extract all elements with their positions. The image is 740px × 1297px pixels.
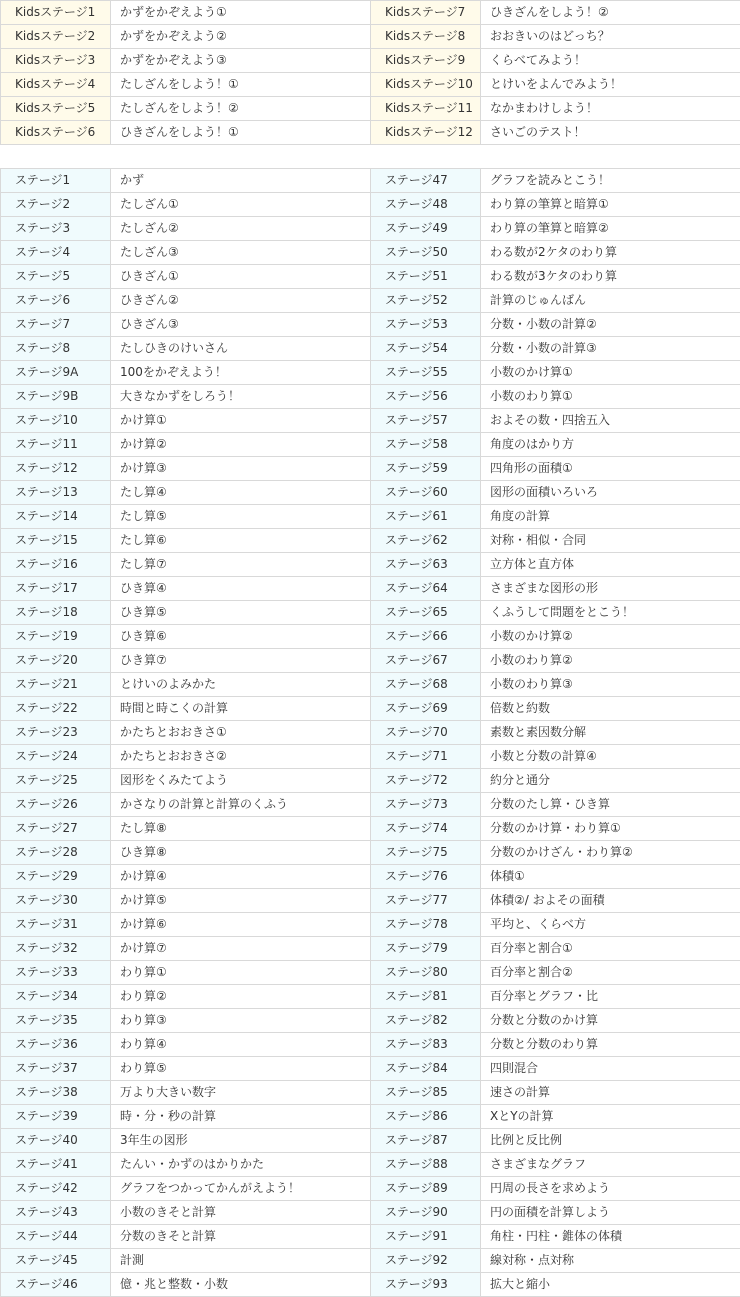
stage-title-link[interactable]: 時・分・秒の計算 bbox=[111, 1105, 371, 1129]
stage-title-link[interactable]: 円周の長さを求めよう bbox=[481, 1177, 740, 1201]
stage-title-link[interactable]: たしざん③ bbox=[111, 241, 371, 265]
stage-title-link[interactable]: 約分と通分 bbox=[481, 769, 740, 793]
stage-label: ステージ73 bbox=[371, 793, 481, 817]
stage-title-link[interactable]: ひきざん① bbox=[111, 265, 371, 289]
stage-title-link[interactable]: 体積① bbox=[481, 865, 740, 889]
stage-title-link[interactable]: かけ算③ bbox=[111, 457, 371, 481]
stage-title-link[interactable]: 拡大と縮小 bbox=[481, 1273, 740, 1297]
stage-label: ステージ70 bbox=[371, 721, 481, 745]
stage-title-link[interactable]: 小数のきそと計算 bbox=[111, 1201, 371, 1225]
stage-label: ステージ43 bbox=[1, 1201, 111, 1225]
kids-row bbox=[1, 121, 740, 145]
stage-label: ステージ26 bbox=[1, 793, 111, 817]
stage-label: ステージ57 bbox=[371, 409, 481, 433]
stages-row bbox=[1, 985, 740, 1009]
stages-row bbox=[1, 1009, 740, 1033]
stages-row bbox=[1, 361, 740, 385]
stage-label: Kidsステージ10 bbox=[371, 73, 481, 97]
stage-label: ステージ32 bbox=[1, 937, 111, 961]
stages-row bbox=[1, 625, 740, 649]
stage-label: ステージ93 bbox=[371, 1273, 481, 1297]
stage-label: Kidsステージ8 bbox=[371, 25, 481, 49]
stage-label: ステージ20 bbox=[1, 649, 111, 673]
stage-title-link[interactable]: たしざん① bbox=[111, 193, 371, 217]
stage-title-link[interactable]: たしひきのけいさん bbox=[111, 337, 371, 361]
stage-label: ステージ29 bbox=[1, 865, 111, 889]
stage-title-link[interactable]: かずをかぞえよう③ bbox=[111, 49, 371, 73]
stage-title-link[interactable]: 図形をくみたてよう bbox=[111, 769, 371, 793]
stage-title-link[interactable]: 万より大きい数字 bbox=[111, 1081, 371, 1105]
stage-label: ステージ9A bbox=[1, 361, 111, 385]
stages-row bbox=[1, 721, 740, 745]
stage-title-link[interactable]: 分数のかけざん・わり算② bbox=[481, 841, 740, 865]
stage-title-link[interactable]: わり算④ bbox=[111, 1033, 371, 1057]
stage-label: ステージ1 bbox=[1, 169, 111, 193]
stage-label: ステージ76 bbox=[371, 865, 481, 889]
stage-label: ステージ85 bbox=[371, 1081, 481, 1105]
stage-label: ステージ46 bbox=[1, 1273, 111, 1297]
stages-row bbox=[1, 1153, 740, 1177]
stage-title-link[interactable]: たし算⑤ bbox=[111, 505, 371, 529]
stage-title-link[interactable]: 角柱・円柱・錐体の体積 bbox=[481, 1225, 740, 1249]
stage-title-link[interactable]: かけ算⑥ bbox=[111, 913, 371, 937]
stage-title-link[interactable]: ひきざん② bbox=[111, 289, 371, 313]
stage-label: ステージ31 bbox=[1, 913, 111, 937]
stage-title-link[interactable]: かけ算② bbox=[111, 433, 371, 457]
stages-row bbox=[1, 553, 740, 577]
stage-title-link[interactable]: XとYの計算 bbox=[481, 1105, 740, 1129]
stage-title-link[interactable]: かけ算① bbox=[111, 409, 371, 433]
stage-title-link[interactable]: わり算① bbox=[111, 961, 371, 985]
stage-title-link[interactable]: わり算③ bbox=[111, 1009, 371, 1033]
stage-title-link[interactable]: わり算の筆算と暗算① bbox=[481, 193, 740, 217]
stages-row bbox=[1, 889, 740, 913]
stage-title-link[interactable]: さまざまなグラフ bbox=[481, 1153, 740, 1177]
stage-title-link[interactable]: 分数のかけ算・わり算① bbox=[481, 817, 740, 841]
stage-title-link[interactable]: 時間と時こくの計算 bbox=[111, 697, 371, 721]
stage-title-link[interactable]: かたちとおおきさ① bbox=[111, 721, 371, 745]
stage-label: ステージ3 bbox=[1, 217, 111, 241]
stage-label: ステージ56 bbox=[371, 385, 481, 409]
stage-label: ステージ67 bbox=[371, 649, 481, 673]
stages-row bbox=[1, 169, 740, 193]
stage-title-link[interactable]: かず bbox=[111, 169, 371, 193]
stage-label: ステージ34 bbox=[1, 985, 111, 1009]
stage-title-link[interactable]: 角度の計算 bbox=[481, 505, 740, 529]
kids-row bbox=[1, 97, 740, 121]
stage-title-link[interactable]: かずをかぞえよう① bbox=[111, 1, 371, 25]
stage-title-link[interactable]: とけいのよみかた bbox=[111, 673, 371, 697]
stage-label: ステージ6 bbox=[1, 289, 111, 313]
stage-title-link[interactable]: 線対称・点対称 bbox=[481, 1249, 740, 1273]
stages-row bbox=[1, 1201, 740, 1225]
stages-row bbox=[1, 1081, 740, 1105]
stages-row bbox=[1, 193, 740, 217]
stages-row bbox=[1, 529, 740, 553]
stage-label: ステージ92 bbox=[371, 1249, 481, 1273]
stage-label: ステージ82 bbox=[371, 1009, 481, 1033]
stage-label: ステージ86 bbox=[371, 1105, 481, 1129]
stage-title-link[interactable]: ひきざんをしよう！① bbox=[111, 121, 371, 145]
stage-label: ステージ23 bbox=[1, 721, 111, 745]
stage-title-link[interactable]: 速さの計算 bbox=[481, 1081, 740, 1105]
stage-title-link[interactable]: ひき算⑦ bbox=[111, 649, 371, 673]
stages-row bbox=[1, 745, 740, 769]
stage-label: Kidsステージ1 bbox=[1, 1, 111, 25]
stage-label: ステージ50 bbox=[371, 241, 481, 265]
stage-label: ステージ35 bbox=[1, 1009, 111, 1033]
stage-title-link[interactable]: 素数と素因数分解 bbox=[481, 721, 740, 745]
stages-row bbox=[1, 1225, 740, 1249]
stage-label: ステージ88 bbox=[371, 1153, 481, 1177]
stage-title-link[interactable]: 小数と分数の計算④ bbox=[481, 745, 740, 769]
stage-title-link[interactable]: さまざまな図形の形 bbox=[481, 577, 740, 601]
stages-row bbox=[1, 241, 740, 265]
stage-title-link[interactable]: グラフを読みとこう！ bbox=[481, 169, 740, 193]
kids-row bbox=[1, 25, 740, 49]
stage-title-link[interactable]: わる数が2ケタのわり算 bbox=[481, 241, 740, 265]
stage-label: ステージ19 bbox=[1, 625, 111, 649]
stage-title-link[interactable]: くふうして問題をとこう！ bbox=[481, 601, 740, 625]
stage-label: ステージ72 bbox=[371, 769, 481, 793]
stage-title-link[interactable]: わり算の筆算と暗算② bbox=[481, 217, 740, 241]
stage-label: Kidsステージ4 bbox=[1, 73, 111, 97]
stage-label: ステージ12 bbox=[1, 457, 111, 481]
stage-title-link[interactable]: 比例と反比例 bbox=[481, 1129, 740, 1153]
stage-table bbox=[0, 168, 740, 1297]
stage-label: ステージ80 bbox=[371, 961, 481, 985]
stages-row bbox=[1, 817, 740, 841]
stages-row bbox=[1, 577, 740, 601]
stage-label: ステージ39 bbox=[1, 1105, 111, 1129]
stage-label: Kidsステージ2 bbox=[1, 25, 111, 49]
stages-row bbox=[1, 1177, 740, 1201]
stage-title-link[interactable]: ひきざんをしよう！② bbox=[481, 1, 740, 25]
stage-label: ステージ5 bbox=[1, 265, 111, 289]
stage-label: ステージ27 bbox=[1, 817, 111, 841]
stage-label: Kidsステージ9 bbox=[371, 49, 481, 73]
stages-row bbox=[1, 1105, 740, 1129]
stage-title-link[interactable]: わり算② bbox=[111, 985, 371, 1009]
stage-label: ステージ11 bbox=[1, 433, 111, 457]
stage-label: ステージ44 bbox=[1, 1225, 111, 1249]
stage-label: ステージ55 bbox=[371, 361, 481, 385]
stage-title-link[interactable]: かけ算④ bbox=[111, 865, 371, 889]
stage-label: ステージ53 bbox=[371, 313, 481, 337]
stage-label: ステージ24 bbox=[1, 745, 111, 769]
stage-title-link[interactable]: かけ算⑤ bbox=[111, 889, 371, 913]
stage-title-link[interactable]: とけいをよんでみよう！ bbox=[481, 73, 740, 97]
stages-row bbox=[1, 481, 740, 505]
stage-title-link[interactable]: 平均と、くらべ方 bbox=[481, 913, 740, 937]
kids-row bbox=[1, 49, 740, 73]
stage-label: Kidsステージ6 bbox=[1, 121, 111, 145]
stage-title-link[interactable]: かたちとおおきさ② bbox=[111, 745, 371, 769]
stage-label: ステージ28 bbox=[1, 841, 111, 865]
stage-label: ステージ90 bbox=[371, 1201, 481, 1225]
stages-row bbox=[1, 337, 740, 361]
stage-title-link[interactable]: 小数のわり算① bbox=[481, 385, 740, 409]
stage-title-link[interactable]: 百分率と割合② bbox=[481, 961, 740, 985]
stage-label: ステージ52 bbox=[371, 289, 481, 313]
stage-title-link[interactable]: たしざんをしよう！① bbox=[111, 73, 371, 97]
kids-stage-table bbox=[0, 0, 740, 145]
stage-label: ステージ40 bbox=[1, 1129, 111, 1153]
stage-label: ステージ10 bbox=[1, 409, 111, 433]
stage-label: ステージ79 bbox=[371, 937, 481, 961]
stage-label: ステージ16 bbox=[1, 553, 111, 577]
stage-title-link[interactable]: 円の面積を計算しよう bbox=[481, 1201, 740, 1225]
stage-label: ステージ71 bbox=[371, 745, 481, 769]
stages-row bbox=[1, 793, 740, 817]
stage-label: ステージ30 bbox=[1, 889, 111, 913]
stage-title-link[interactable]: かさなりの計算と計算のくふう bbox=[111, 793, 371, 817]
stage-label: ステージ15 bbox=[1, 529, 111, 553]
stage-label: ステージ13 bbox=[1, 481, 111, 505]
stage-label: ステージ78 bbox=[371, 913, 481, 937]
stage-title-link[interactable]: おおきいのはどっち？ bbox=[481, 25, 740, 49]
stages-row bbox=[1, 313, 740, 337]
stage-title-link[interactable]: かずをかぞえよう② bbox=[111, 25, 371, 49]
stage-title-link[interactable]: 分数・小数の計算② bbox=[481, 313, 740, 337]
stage-label: ステージ14 bbox=[1, 505, 111, 529]
stage-title-link[interactable]: およその数・四捨五入 bbox=[481, 409, 740, 433]
stage-title-link[interactable]: 3年生の図形 bbox=[111, 1129, 371, 1153]
stage-title-link[interactable]: ひき算④ bbox=[111, 577, 371, 601]
stage-title-link[interactable]: 100をかぞえよう！ bbox=[111, 361, 371, 385]
stages-row bbox=[1, 865, 740, 889]
stage-title-link[interactable]: かけ算⑦ bbox=[111, 937, 371, 961]
stages-row bbox=[1, 409, 740, 433]
stage-label: Kidsステージ11 bbox=[371, 97, 481, 121]
stage-label: Kidsステージ3 bbox=[1, 49, 111, 73]
stage-title-link[interactable]: わり算⑤ bbox=[111, 1057, 371, 1081]
stages-row bbox=[1, 1033, 740, 1057]
stages-row bbox=[1, 649, 740, 673]
stages-row bbox=[1, 457, 740, 481]
stages-row bbox=[1, 697, 740, 721]
stage-title-link[interactable]: 計算のじゅんばん bbox=[481, 289, 740, 313]
stage-title-link[interactable]: 体積②/ およその面積 bbox=[481, 889, 740, 913]
stage-label: ステージ49 bbox=[371, 217, 481, 241]
stage-title-link[interactable]: さいごのテスト！ bbox=[481, 121, 740, 145]
stage-label: ステージ9B bbox=[1, 385, 111, 409]
stage-title-link[interactable]: 分数のきそと計算 bbox=[111, 1225, 371, 1249]
stage-title-link[interactable]: 大きなかずをしろう！ bbox=[111, 385, 371, 409]
stages-row bbox=[1, 1057, 740, 1081]
stage-title-link[interactable]: 百分率と割合① bbox=[481, 937, 740, 961]
stage-title-link[interactable]: ひき算⑤ bbox=[111, 601, 371, 625]
stage-label: ステージ54 bbox=[371, 337, 481, 361]
stage-title-link[interactable]: 立方体と直方体 bbox=[481, 553, 740, 577]
stages-row bbox=[1, 937, 740, 961]
stage-title-link[interactable]: 分数と分数のわり算 bbox=[481, 1033, 740, 1057]
stages-row bbox=[1, 841, 740, 865]
stage-title-link[interactable]: ひきざん③ bbox=[111, 313, 371, 337]
stage-title-link[interactable]: ひき算⑧ bbox=[111, 841, 371, 865]
stages-row bbox=[1, 1249, 740, 1273]
stage-title-link[interactable]: たし算④ bbox=[111, 481, 371, 505]
stages-row bbox=[1, 1129, 740, 1153]
stage-label: ステージ89 bbox=[371, 1177, 481, 1201]
stage-label: ステージ63 bbox=[371, 553, 481, 577]
stage-title-link[interactable]: ひき算⑥ bbox=[111, 625, 371, 649]
stage-title-link[interactable]: たし算⑥ bbox=[111, 529, 371, 553]
stage-label: ステージ83 bbox=[371, 1033, 481, 1057]
stage-label: Kidsステージ7 bbox=[371, 1, 481, 25]
stage-label: ステージ18 bbox=[1, 601, 111, 625]
stage-table-body bbox=[1, 169, 740, 1297]
stage-label: ステージ69 bbox=[371, 697, 481, 721]
stage-title-link[interactable]: 小数のかけ算② bbox=[481, 625, 740, 649]
stage-title-link[interactable]: 計測 bbox=[111, 1249, 371, 1273]
stage-title-link[interactable]: 百分率とグラフ・比 bbox=[481, 985, 740, 1009]
stage-label: ステージ58 bbox=[371, 433, 481, 457]
stage-label: ステージ8 bbox=[1, 337, 111, 361]
stage-label: ステージ47 bbox=[371, 169, 481, 193]
stage-title-link[interactable]: 分数と分数のかけ算 bbox=[481, 1009, 740, 1033]
stage-title-link[interactable]: たし算⑦ bbox=[111, 553, 371, 577]
stages-row bbox=[1, 673, 740, 697]
stage-label: ステージ17 bbox=[1, 577, 111, 601]
stage-label: ステージ65 bbox=[371, 601, 481, 625]
stages-row bbox=[1, 1273, 740, 1297]
stage-label: ステージ84 bbox=[371, 1057, 481, 1081]
stage-label: ステージ64 bbox=[371, 577, 481, 601]
stage-label: ステージ91 bbox=[371, 1225, 481, 1249]
stage-label: ステージ81 bbox=[371, 985, 481, 1009]
stage-label: ステージ42 bbox=[1, 1177, 111, 1201]
stage-label: ステージ48 bbox=[371, 193, 481, 217]
stage-title-link[interactable]: 対称・相似・合同 bbox=[481, 529, 740, 553]
stage-label: ステージ61 bbox=[371, 505, 481, 529]
stage-label: ステージ7 bbox=[1, 313, 111, 337]
stages-row bbox=[1, 505, 740, 529]
stage-label: ステージ68 bbox=[371, 673, 481, 697]
kids-row bbox=[1, 73, 740, 97]
stage-label: ステージ87 bbox=[371, 1129, 481, 1153]
stage-title-link[interactable]: わる数が3ケタのわり算 bbox=[481, 265, 740, 289]
stage-title-link[interactable]: 小数のわり算② bbox=[481, 649, 740, 673]
stage-label: ステージ75 bbox=[371, 841, 481, 865]
stage-title-link[interactable]: 四則混合 bbox=[481, 1057, 740, 1081]
stage-title-link[interactable]: たし算⑧ bbox=[111, 817, 371, 841]
stage-title-link[interactable]: 小数のわり算③ bbox=[481, 673, 740, 697]
stage-label: ステージ66 bbox=[371, 625, 481, 649]
stage-label: ステージ51 bbox=[371, 265, 481, 289]
stages-row bbox=[1, 601, 740, 625]
stage-label: ステージ74 bbox=[371, 817, 481, 841]
stage-label: ステージ41 bbox=[1, 1153, 111, 1177]
stage-label: ステージ33 bbox=[1, 961, 111, 985]
stage-label: ステージ21 bbox=[1, 673, 111, 697]
stage-title-link[interactable]: くらべてみよう！ bbox=[481, 49, 740, 73]
stage-label: ステージ25 bbox=[1, 769, 111, 793]
stage-title-link[interactable]: 分数のたし算・ひき算 bbox=[481, 793, 740, 817]
stage-title-link[interactable]: たんい・かずのはかりかた bbox=[111, 1153, 371, 1177]
stage-title-link[interactable]: 分数・小数の計算③ bbox=[481, 337, 740, 361]
stages-row bbox=[1, 433, 740, 457]
stage-title-link[interactable]: 図形の面積いろいろ bbox=[481, 481, 740, 505]
stage-label: ステージ38 bbox=[1, 1081, 111, 1105]
stage-title-link[interactable]: 倍数と約数 bbox=[481, 697, 740, 721]
stage-title-link[interactable]: 角度のはかり方 bbox=[481, 433, 740, 457]
stages-row bbox=[1, 961, 740, 985]
stage-title-link[interactable]: たしざんをしよう！② bbox=[111, 97, 371, 121]
stages-row bbox=[1, 769, 740, 793]
stage-title-link[interactable]: 四角形の面積① bbox=[481, 457, 740, 481]
stage-label: Kidsステージ12 bbox=[371, 121, 481, 145]
stage-title-link[interactable]: たしざん② bbox=[111, 217, 371, 241]
stage-label: ステージ4 bbox=[1, 241, 111, 265]
stage-label: ステージ22 bbox=[1, 697, 111, 721]
stage-label: ステージ59 bbox=[371, 457, 481, 481]
stages-row bbox=[1, 385, 740, 409]
stages-row bbox=[1, 913, 740, 937]
kids-stage-table-body bbox=[1, 1, 740, 145]
stage-label: Kidsステージ5 bbox=[1, 97, 111, 121]
stage-title-link[interactable]: グラフをつかってかんがえよう！ bbox=[111, 1177, 371, 1201]
stages-row bbox=[1, 289, 740, 313]
stage-label: ステージ62 bbox=[371, 529, 481, 553]
stage-title-link[interactable]: 小数のかけ算① bbox=[481, 361, 740, 385]
stage-label: ステージ37 bbox=[1, 1057, 111, 1081]
stage-label: ステージ60 bbox=[371, 481, 481, 505]
stages-row bbox=[1, 265, 740, 289]
stage-label: ステージ2 bbox=[1, 193, 111, 217]
stage-label: ステージ36 bbox=[1, 1033, 111, 1057]
kids-row bbox=[1, 1, 740, 25]
stage-label: ステージ45 bbox=[1, 1249, 111, 1273]
stages-row bbox=[1, 217, 740, 241]
stage-title-link[interactable]: 億・兆と整数・小数 bbox=[111, 1273, 371, 1297]
stage-label: ステージ77 bbox=[371, 889, 481, 913]
stage-title-link[interactable]: なかまわけしよう！ bbox=[481, 97, 740, 121]
